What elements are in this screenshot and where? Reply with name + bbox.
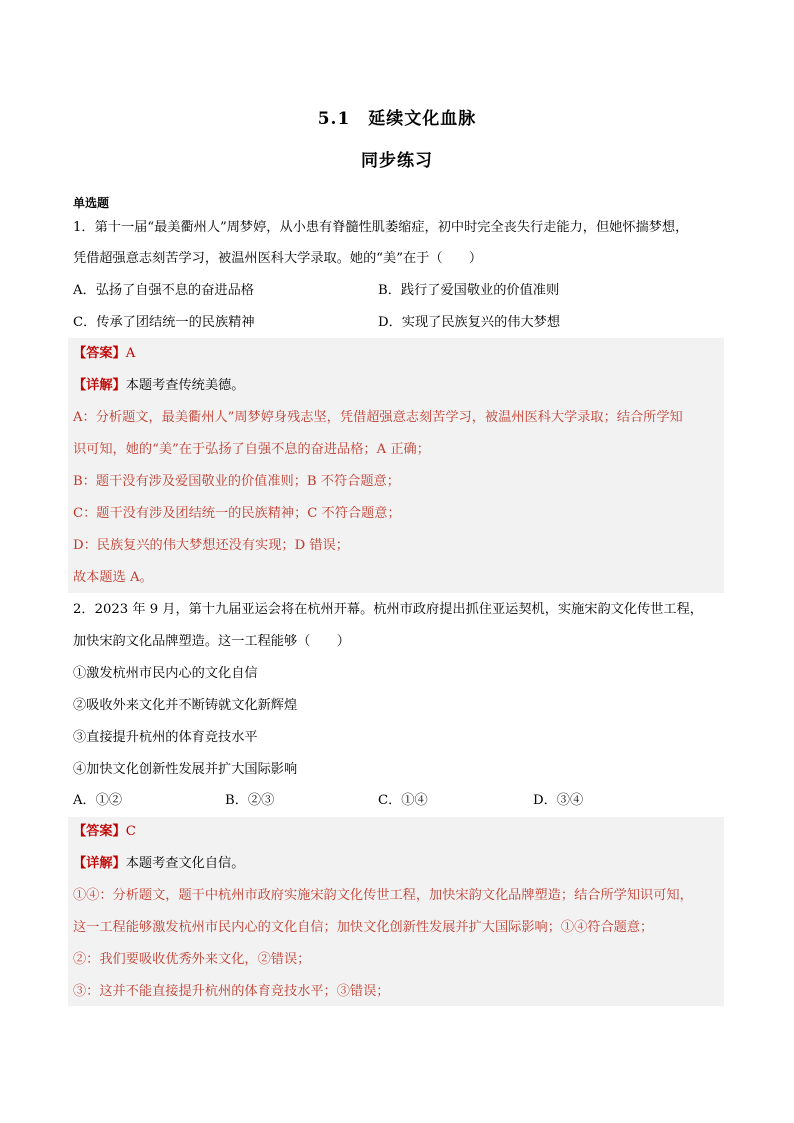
q1-detail-tag: 【详解】 [73,378,126,393]
q1-stem-line2: 凭借超强意志刻苦学习，被温州医科大学录取。她的“美”在于（ ） [73,251,483,266]
q1-option-d: D．实现了民族复兴的伟大梦想 [378,315,561,330]
q2-stem-line1: 2．2023 年 9 月，第十九届亚运会将在杭州开幕。杭州市政府提出抓住亚运契机，实施宋韵文化传世工程， [73,602,703,617]
q2-statement: ④加快文化创新性发展并扩大国际影响 [73,762,298,777]
q1-detail-line: 故本题选 A。 [73,570,153,585]
q2-detail [73,855,244,873]
q1-detail-line: A：分析题文，最美衢州人”周梦婷身残志坚，凭借超强意志刻苦学习，被温州医科大学录取；结合所学知 [73,410,683,425]
q2-answer-tag: 【答案】 [73,824,126,839]
q2-detail-line: 这一工程能够激发杭州市民内心的文化自信；加快文化创新性发展并扩大国际影响；①④符合题意； [73,920,654,935]
q1-detail-line: B：题干没有涉及爱国敬业的价值准则；B 不符合题意； [73,474,400,489]
q2-stem-line2: 加快宋韵文化品牌塑造。这一工程能够（ ） [73,634,350,649]
q1-answer-tag: 【答案】 [73,346,126,361]
q2-answer [73,823,136,841]
q2-statement: ②吸收外来文化并不断铸就文化新辉煌 [73,698,298,713]
q2-detail-line: ②：我们要吸收优秀外来文化，②错误； [73,952,311,967]
q2-statement: ③直接提升杭州的体育竞技水平 [73,730,258,745]
q1-detail-line: C：题干没有涉及团结统一的民族精神；C 不符合题意； [73,506,401,521]
q1-answer-value: A [125,346,136,361]
q2-detail-line: ③：这并不能直接提升杭州的体育竞技水平；③错误； [73,984,390,999]
page-subtitle: 同步练习 [361,151,433,171]
q1-detail-line: D：民族复兴的伟大梦想还没有实现；D 错误； [73,538,349,553]
q1-option-c: C．传承了团结统一的民族精神 [73,315,255,330]
q2-option-a: A．①② [73,793,123,808]
q1-detail [73,377,244,395]
q1-stem-line1: 1．第十一届“最美衢州人”周梦婷，从小患有脊髓性肌萎缩症，初中时完全丧失行走能力，但她怀揣梦想， [73,220,689,235]
q2-answer-box [68,817,724,1006]
q1-detail-intro: 本题考查传统美德。 [125,378,245,393]
q2-option-b: B．②③ [225,793,275,808]
q2-answer-value: C [125,824,136,839]
page-title: 5.1 延续文化血脉 [317,109,477,129]
q2-option-c: C．①④ [378,793,428,808]
q2-option-d: D．③④ [533,793,584,808]
section-heading: 单选题 [73,196,110,210]
q2-statement: ①激发杭州市民内心的文化自信 [73,666,258,681]
q1-option-a: A．弘扬了自强不息的奋进品格 [73,283,254,298]
q2-detail-intro: 本题考查文化自信。 [125,856,245,871]
q1-answer [73,345,135,363]
q2-detail-line: ①④：分析题文，题干中杭州市政府实施宋韵文化传世工程，加快宋韵文化品牌塑造；结合所学知识可知， [73,888,693,903]
q2-detail-tag: 【详解】 [73,856,126,871]
q1-option-b: B．践行了爱国敬业的价值准则 [378,283,560,298]
q1-detail-line: 识可知，她的“美”在于弘扬了自强不息的奋进品格；A 正确； [73,442,430,457]
